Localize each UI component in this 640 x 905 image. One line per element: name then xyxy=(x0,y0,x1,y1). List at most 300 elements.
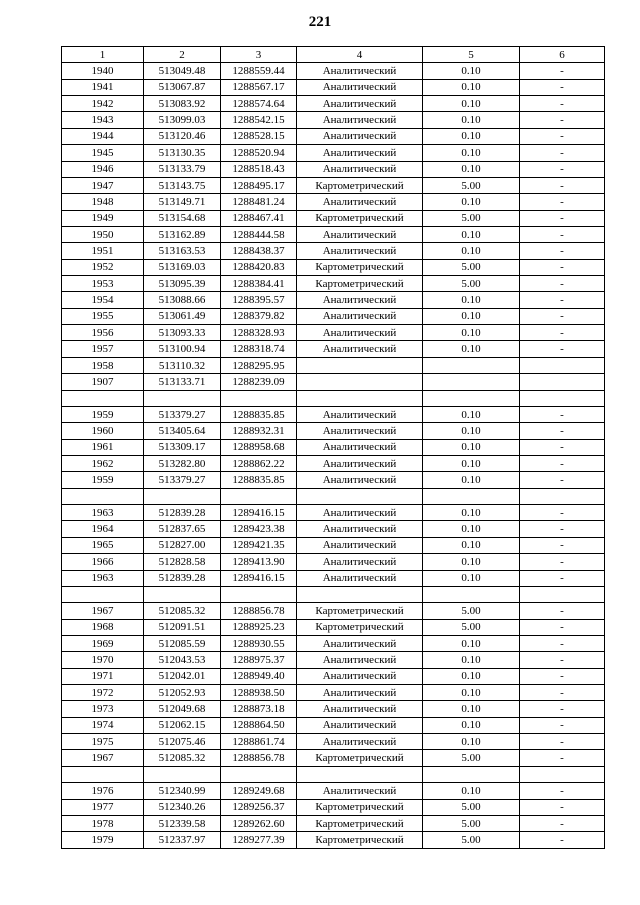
y-coordinate-cell: 1289416.15 xyxy=(221,570,297,586)
accuracy-cell: 0.10 xyxy=(423,439,520,455)
accuracy-cell: 0.10 xyxy=(423,161,520,177)
y-coordinate-cell: 1288520.94 xyxy=(221,145,297,161)
x-coordinate-cell: 512839.28 xyxy=(144,570,221,586)
accuracy-cell: 0.10 xyxy=(423,145,520,161)
x-coordinate-cell: 512049.68 xyxy=(144,701,221,717)
method-cell: Аналитический xyxy=(297,145,423,161)
method-cell xyxy=(297,390,423,406)
note-cell: - xyxy=(520,243,605,259)
note-cell: - xyxy=(520,161,605,177)
point-number-cell: 1963 xyxy=(62,505,144,521)
note-cell: - xyxy=(520,96,605,112)
x-coordinate-cell: 513154.68 xyxy=(144,210,221,226)
x-coordinate-cell: 512062.15 xyxy=(144,717,221,733)
accuracy-cell: 0.10 xyxy=(423,63,520,79)
point-number-cell: 1962 xyxy=(62,455,144,471)
table-row xyxy=(62,505,605,521)
note-cell: - xyxy=(520,472,605,488)
y-coordinate-cell: 1288567.17 xyxy=(221,79,297,95)
table-row xyxy=(62,455,605,471)
point-number-cell xyxy=(62,488,144,504)
x-coordinate-cell: 513120.46 xyxy=(144,128,221,144)
method-cell: Картометрический xyxy=(297,815,423,831)
table-row xyxy=(62,325,605,341)
y-coordinate-cell: 1289262.60 xyxy=(221,815,297,831)
accuracy-cell: 5.00 xyxy=(423,832,520,848)
column-header: 2 xyxy=(144,47,221,63)
x-coordinate-cell: 513093.33 xyxy=(144,325,221,341)
accuracy-cell: 0.10 xyxy=(423,701,520,717)
table-row xyxy=(62,554,605,570)
method-cell: Аналитический xyxy=(297,79,423,95)
point-number-cell: 1974 xyxy=(62,717,144,733)
table-row xyxy=(62,259,605,275)
method-cell: Аналитический xyxy=(297,521,423,537)
point-number-cell: 1907 xyxy=(62,374,144,390)
point-number-cell: 1963 xyxy=(62,570,144,586)
note-cell: - xyxy=(520,717,605,733)
x-coordinate-cell: 513067.87 xyxy=(144,79,221,95)
table-row xyxy=(62,701,605,717)
point-number-cell: 1961 xyxy=(62,439,144,455)
point-number-cell xyxy=(62,390,144,406)
x-coordinate-cell: 513110.32 xyxy=(144,357,221,373)
point-number-cell: 1954 xyxy=(62,292,144,308)
table-row xyxy=(62,766,605,782)
accuracy-cell: 0.10 xyxy=(423,668,520,684)
accuracy-cell: 0.10 xyxy=(423,194,520,210)
note-cell xyxy=(520,374,605,390)
accuracy-cell: 0.10 xyxy=(423,537,520,553)
point-number-cell: 1976 xyxy=(62,783,144,799)
y-coordinate-cell: 1288938.50 xyxy=(221,685,297,701)
accuracy-cell: 5.00 xyxy=(423,799,520,815)
point-number-cell: 1979 xyxy=(62,832,144,848)
y-coordinate-cell: 1288528.15 xyxy=(221,128,297,144)
point-number-cell: 1952 xyxy=(62,259,144,275)
point-number-cell: 1945 xyxy=(62,145,144,161)
table-row xyxy=(62,652,605,668)
accuracy-cell: 0.10 xyxy=(423,554,520,570)
point-number-cell: 1940 xyxy=(62,63,144,79)
x-coordinate-cell xyxy=(144,766,221,782)
table-row xyxy=(62,635,605,651)
point-number-cell xyxy=(62,766,144,782)
x-coordinate-cell: 513088.66 xyxy=(144,292,221,308)
method-cell xyxy=(297,586,423,602)
x-coordinate-cell: 513099.03 xyxy=(144,112,221,128)
x-coordinate-cell: 512075.46 xyxy=(144,734,221,750)
accuracy-cell: 0.10 xyxy=(423,96,520,112)
note-cell: - xyxy=(520,521,605,537)
method-cell xyxy=(297,488,423,504)
x-coordinate-cell: 513143.75 xyxy=(144,177,221,193)
y-coordinate-cell: 1288495.17 xyxy=(221,177,297,193)
accuracy-cell: 0.10 xyxy=(423,341,520,357)
point-number-cell: 1971 xyxy=(62,668,144,684)
x-coordinate-cell: 512085.32 xyxy=(144,603,221,619)
accuracy-cell: 0.10 xyxy=(423,685,520,701)
table-row xyxy=(62,145,605,161)
y-coordinate-cell: 1288467.41 xyxy=(221,210,297,226)
y-coordinate-cell: 1288328.93 xyxy=(221,325,297,341)
note-cell: - xyxy=(520,570,605,586)
y-coordinate-cell: 1289416.15 xyxy=(221,505,297,521)
table-row xyxy=(62,586,605,602)
table-row xyxy=(62,406,605,422)
table-row xyxy=(62,668,605,684)
table-row xyxy=(62,357,605,373)
y-coordinate-cell: 1288295.95 xyxy=(221,357,297,373)
point-number-cell: 1964 xyxy=(62,521,144,537)
note-cell: - xyxy=(520,112,605,128)
point-number-cell: 1948 xyxy=(62,194,144,210)
point-number-cell: 1959 xyxy=(62,472,144,488)
x-coordinate-cell: 512085.59 xyxy=(144,635,221,651)
y-coordinate-cell xyxy=(221,586,297,602)
method-cell: Аналитический xyxy=(297,243,423,259)
note-cell: - xyxy=(520,701,605,717)
table-row xyxy=(62,717,605,733)
method-cell: Аналитический xyxy=(297,701,423,717)
y-coordinate-cell: 1289413.90 xyxy=(221,554,297,570)
y-coordinate-cell xyxy=(221,390,297,406)
y-coordinate-cell: 1288932.31 xyxy=(221,423,297,439)
accuracy-cell xyxy=(423,488,520,504)
method-cell: Аналитический xyxy=(297,668,423,684)
note-cell: - xyxy=(520,79,605,95)
method-cell: Аналитический xyxy=(297,112,423,128)
accuracy-cell: 5.00 xyxy=(423,177,520,193)
note-cell: - xyxy=(520,505,605,521)
note-cell: - xyxy=(520,537,605,553)
table-row xyxy=(62,439,605,455)
method-cell: Аналитический xyxy=(297,341,423,357)
accuracy-cell: 0.10 xyxy=(423,423,520,439)
method-cell: Аналитический xyxy=(297,717,423,733)
accuracy-cell: 0.10 xyxy=(423,652,520,668)
point-number-cell: 1944 xyxy=(62,128,144,144)
accuracy-cell xyxy=(423,766,520,782)
x-coordinate-cell: 513130.35 xyxy=(144,145,221,161)
point-number-cell: 1955 xyxy=(62,308,144,324)
accuracy-cell: 0.10 xyxy=(423,783,520,799)
table-row xyxy=(62,815,605,831)
accuracy-cell xyxy=(423,374,520,390)
table-row xyxy=(62,308,605,324)
accuracy-cell: 0.10 xyxy=(423,455,520,471)
note-cell: - xyxy=(520,668,605,684)
table-row xyxy=(62,112,605,128)
accuracy-cell: 5.00 xyxy=(423,259,520,275)
y-coordinate-cell: 1288975.37 xyxy=(221,652,297,668)
x-coordinate-cell: 513282.80 xyxy=(144,455,221,471)
x-coordinate-cell: 513379.27 xyxy=(144,406,221,422)
y-coordinate-cell: 1288949.40 xyxy=(221,668,297,684)
note-cell: - xyxy=(520,455,605,471)
method-cell: Картометрический xyxy=(297,259,423,275)
y-coordinate-cell: 1288379.82 xyxy=(221,308,297,324)
note-cell: - xyxy=(520,423,605,439)
point-number-cell: 1947 xyxy=(62,177,144,193)
y-coordinate-cell: 1289256.37 xyxy=(221,799,297,815)
method-cell: Аналитический xyxy=(297,194,423,210)
x-coordinate-cell xyxy=(144,390,221,406)
method-cell: Аналитический xyxy=(297,570,423,586)
table-row xyxy=(62,488,605,504)
method-cell: Картометрический xyxy=(297,799,423,815)
y-coordinate-cell: 1288873.18 xyxy=(221,701,297,717)
note-cell xyxy=(520,357,605,373)
note-cell: - xyxy=(520,799,605,815)
x-coordinate-cell: 512828.58 xyxy=(144,554,221,570)
note-cell: - xyxy=(520,619,605,635)
note-cell: - xyxy=(520,652,605,668)
x-coordinate-cell: 512052.93 xyxy=(144,685,221,701)
method-cell: Аналитический xyxy=(297,734,423,750)
accuracy-cell: 0.10 xyxy=(423,570,520,586)
y-coordinate-cell: 1288542.15 xyxy=(221,112,297,128)
y-coordinate-cell: 1288444.58 xyxy=(221,226,297,242)
note-cell xyxy=(520,488,605,504)
note-cell xyxy=(520,390,605,406)
note-cell: - xyxy=(520,603,605,619)
accuracy-cell: 5.00 xyxy=(423,815,520,831)
note-cell: - xyxy=(520,685,605,701)
x-coordinate-cell: 512337.97 xyxy=(144,832,221,848)
note-cell: - xyxy=(520,783,605,799)
y-coordinate-cell: 1288420.83 xyxy=(221,259,297,275)
table-row xyxy=(62,570,605,586)
y-coordinate-cell: 1288856.78 xyxy=(221,603,297,619)
note-cell: - xyxy=(520,554,605,570)
accuracy-cell xyxy=(423,357,520,373)
x-coordinate-cell: 512085.32 xyxy=(144,750,221,766)
note-cell: - xyxy=(520,128,605,144)
y-coordinate-cell: 1288239.09 xyxy=(221,374,297,390)
accuracy-cell: 0.10 xyxy=(423,734,520,750)
method-cell: Картометрический xyxy=(297,619,423,635)
column-header: 5 xyxy=(423,47,520,63)
accuracy-cell: 0.10 xyxy=(423,325,520,341)
note-cell: - xyxy=(520,341,605,357)
table-row xyxy=(62,783,605,799)
point-number-cell: 1973 xyxy=(62,701,144,717)
note-cell xyxy=(520,586,605,602)
accuracy-cell: 5.00 xyxy=(423,750,520,766)
x-coordinate-cell: 512043.53 xyxy=(144,652,221,668)
note-cell: - xyxy=(520,750,605,766)
y-coordinate-cell: 1288864.50 xyxy=(221,717,297,733)
table-row xyxy=(62,292,605,308)
note-cell: - xyxy=(520,63,605,79)
method-cell: Аналитический xyxy=(297,685,423,701)
method-cell xyxy=(297,766,423,782)
table-header-row xyxy=(62,47,605,63)
x-coordinate-cell: 513405.64 xyxy=(144,423,221,439)
method-cell: Аналитический xyxy=(297,96,423,112)
point-number-cell: 1943 xyxy=(62,112,144,128)
y-coordinate-cell: 1288438.37 xyxy=(221,243,297,259)
table-row xyxy=(62,194,605,210)
x-coordinate-cell: 513083.92 xyxy=(144,96,221,112)
method-cell: Аналитический xyxy=(297,292,423,308)
note-cell: - xyxy=(520,276,605,292)
y-coordinate-cell: 1288481.24 xyxy=(221,194,297,210)
y-coordinate-cell: 1288518.43 xyxy=(221,161,297,177)
accuracy-cell: 5.00 xyxy=(423,276,520,292)
table-row xyxy=(62,79,605,95)
table-row xyxy=(62,537,605,553)
table-row xyxy=(62,374,605,390)
table-row xyxy=(62,63,605,79)
method-cell: Картометрический xyxy=(297,177,423,193)
x-coordinate-cell: 512827.00 xyxy=(144,537,221,553)
x-coordinate-cell: 513095.39 xyxy=(144,276,221,292)
method-cell: Аналитический xyxy=(297,161,423,177)
point-number-cell: 1953 xyxy=(62,276,144,292)
table-row xyxy=(62,423,605,439)
table-row xyxy=(62,276,605,292)
point-number-cell: 1941 xyxy=(62,79,144,95)
method-cell: Аналитический xyxy=(297,455,423,471)
x-coordinate-cell: 513133.79 xyxy=(144,161,221,177)
y-coordinate-cell: 1288318.74 xyxy=(221,341,297,357)
point-number-cell: 1957 xyxy=(62,341,144,357)
point-number-cell: 1951 xyxy=(62,243,144,259)
table-row xyxy=(62,243,605,259)
point-number-cell: 1956 xyxy=(62,325,144,341)
column-header: 4 xyxy=(297,47,423,63)
accuracy-cell: 0.10 xyxy=(423,308,520,324)
accuracy-cell: 0.10 xyxy=(423,406,520,422)
accuracy-cell xyxy=(423,390,520,406)
method-cell: Аналитический xyxy=(297,472,423,488)
accuracy-cell: 0.10 xyxy=(423,79,520,95)
x-coordinate-cell: 513061.49 xyxy=(144,308,221,324)
point-number-cell: 1967 xyxy=(62,603,144,619)
x-coordinate-cell: 513049.48 xyxy=(144,63,221,79)
x-coordinate-cell: 513163.53 xyxy=(144,243,221,259)
page-number: 221 xyxy=(308,14,332,30)
y-coordinate-cell: 1289423.38 xyxy=(221,521,297,537)
note-cell: - xyxy=(520,292,605,308)
method-cell: Аналитический xyxy=(297,308,423,324)
accuracy-cell: 5.00 xyxy=(423,619,520,635)
column-header: 1 xyxy=(62,47,144,63)
table-row xyxy=(62,750,605,766)
x-coordinate-cell: 513149.71 xyxy=(144,194,221,210)
method-cell: Картометрический xyxy=(297,832,423,848)
accuracy-cell: 5.00 xyxy=(423,603,520,619)
method-cell: Аналитический xyxy=(297,423,423,439)
y-coordinate-cell: 1288384.41 xyxy=(221,276,297,292)
y-coordinate-cell: 1288835.85 xyxy=(221,406,297,422)
table-row xyxy=(62,226,605,242)
x-coordinate-cell xyxy=(144,586,221,602)
table-row xyxy=(62,210,605,226)
method-cell: Картометрический xyxy=(297,750,423,766)
table-row xyxy=(62,521,605,537)
x-coordinate-cell: 512340.26 xyxy=(144,799,221,815)
table-row xyxy=(62,128,605,144)
column-header: 6 xyxy=(520,47,605,63)
y-coordinate-cell: 1289249.68 xyxy=(221,783,297,799)
point-number-cell: 1958 xyxy=(62,357,144,373)
point-number-cell: 1975 xyxy=(62,734,144,750)
y-coordinate-cell xyxy=(221,488,297,504)
note-cell: - xyxy=(520,259,605,275)
note-cell: - xyxy=(520,194,605,210)
table-row xyxy=(62,603,605,619)
x-coordinate-cell: 512340.99 xyxy=(144,783,221,799)
method-cell: Аналитический xyxy=(297,63,423,79)
accuracy-cell: 0.10 xyxy=(423,226,520,242)
note-cell: - xyxy=(520,145,605,161)
point-number-cell: 1978 xyxy=(62,815,144,831)
y-coordinate-cell: 1289421.35 xyxy=(221,537,297,553)
note-cell: - xyxy=(520,815,605,831)
y-coordinate-cell: 1288559.44 xyxy=(221,63,297,79)
accuracy-cell: 0.10 xyxy=(423,717,520,733)
method-cell: Картометрический xyxy=(297,210,423,226)
y-coordinate-cell: 1288856.78 xyxy=(221,750,297,766)
note-cell: - xyxy=(520,325,605,341)
y-coordinate-cell xyxy=(221,766,297,782)
method-cell: Аналитический xyxy=(297,505,423,521)
note-cell: - xyxy=(520,406,605,422)
accuracy-cell: 0.10 xyxy=(423,472,520,488)
y-coordinate-cell: 1288930.55 xyxy=(221,635,297,651)
x-coordinate-cell: 513133.71 xyxy=(144,374,221,390)
table-row xyxy=(62,734,605,750)
column-header: 3 xyxy=(221,47,297,63)
method-cell: Аналитический xyxy=(297,325,423,341)
point-number-cell: 1977 xyxy=(62,799,144,815)
method-cell: Аналитический xyxy=(297,537,423,553)
note-cell: - xyxy=(520,439,605,455)
note-cell xyxy=(520,766,605,782)
table-row xyxy=(62,177,605,193)
point-number-cell: 1965 xyxy=(62,537,144,553)
note-cell: - xyxy=(520,635,605,651)
table-row xyxy=(62,619,605,635)
note-cell: - xyxy=(520,226,605,242)
method-cell: Аналитический xyxy=(297,439,423,455)
method-cell: Картометрический xyxy=(297,276,423,292)
accuracy-cell: 5.00 xyxy=(423,210,520,226)
table-row xyxy=(62,341,605,357)
table-row xyxy=(62,799,605,815)
method-cell: Аналитический xyxy=(297,554,423,570)
x-coordinate-cell: 512042.01 xyxy=(144,668,221,684)
method-cell xyxy=(297,374,423,390)
point-number-cell: 1968 xyxy=(62,619,144,635)
table-row xyxy=(62,390,605,406)
x-coordinate-cell: 512091.51 xyxy=(144,619,221,635)
method-cell xyxy=(297,357,423,373)
x-coordinate-cell: 512837.65 xyxy=(144,521,221,537)
note-cell: - xyxy=(520,177,605,193)
x-coordinate-cell: 513162.89 xyxy=(144,226,221,242)
y-coordinate-cell: 1288925.23 xyxy=(221,619,297,635)
method-cell: Аналитический xyxy=(297,406,423,422)
table-body xyxy=(62,63,605,848)
note-cell: - xyxy=(520,734,605,750)
accuracy-cell: 0.10 xyxy=(423,635,520,651)
table-row xyxy=(62,832,605,848)
point-number-cell xyxy=(62,586,144,602)
